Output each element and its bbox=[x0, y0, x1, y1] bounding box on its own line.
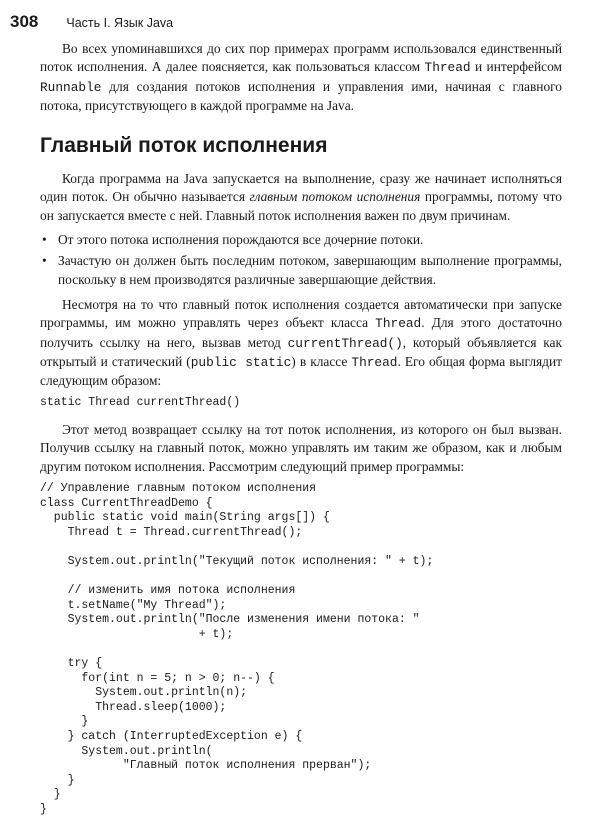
list-item-text: Зачастую он должен быть последним потоком, завершающим выполнение программы, поскольку в нем производятся различные завершающие действия. bbox=[58, 253, 562, 287]
intro-text-2: и интерфейсом bbox=[470, 59, 562, 75]
intro-paragraph bbox=[40, 40, 562, 115]
intro-text-3: для создания потоков исполнения и управления ими, начиная с главного потока, присутствующего в каждой программе на Java. bbox=[40, 78, 562, 113]
para2-text-1: Несмотря на то что главный поток исполнения создается автоматически при запуске программы, им можно управлять через объект класса bbox=[40, 296, 562, 331]
general-form-code: static Thread currentThread() bbox=[40, 396, 241, 410]
para1-text-2: программы, потому что он запускается вместе с ней. Главный поток исполнения важен по двум причинам. bbox=[40, 189, 562, 223]
para1-text-1: Когда программа на Java запускается на выполнение, сразу же начинает исполняться один поток. Он обычно называется bbox=[40, 171, 562, 205]
bullet-icon: • bbox=[42, 253, 47, 269]
paragraph-2 bbox=[40, 296, 562, 390]
para2-text-5: . Его общая форма выглядит следующим образом: bbox=[40, 353, 562, 389]
code-listing: // Управление главным потоком исполнения class CurrentThreadDemo { public static void main(String args[]) { Thread t = Thread.currentThread(); System.out.println("Текущий поток исполнения: " + t); // изменить имя потока исполнения t.setName("My Thread"); System.out.println("После изменения имени потока: " + t); try { for(int n = 5; n > 0; n--) { System.out.println(n); Thread.sleep(1000); } } catch (InterruptedException e) { System.out.println( "Главный поток исполнения прерван"); } } } bbox=[40, 481, 434, 816]
intro-code-thread: Thread bbox=[424, 60, 471, 76]
para2-code-1: Thread bbox=[375, 316, 422, 332]
para2-code-3: public static bbox=[190, 354, 292, 370]
page-number: 308 bbox=[10, 12, 39, 31]
bullet-icon: • bbox=[42, 232, 47, 248]
para2-text-2: . Для этого достаточно получить ссылку на него, вызвав метод bbox=[40, 315, 562, 350]
section-title: Главный поток исполнения bbox=[40, 134, 328, 158]
list-item bbox=[40, 231, 562, 249]
page-content bbox=[40, 40, 562, 818]
para2-code-2: currentThread() bbox=[287, 335, 403, 351]
paragraph-3: Этот метод возвращает ссылку на тот поток исполнения, из которого он был вызван. Получив ссылку на главный поток, можно управлять им таким же образом, как и любым другим потоком исполнения. Рассмотрим следующий пример программы: bbox=[40, 422, 562, 474]
page-header bbox=[10, 12, 173, 32]
bullet-list bbox=[40, 231, 562, 289]
list-item bbox=[40, 252, 562, 289]
running-head: Часть I. Язык Java bbox=[66, 16, 174, 30]
para1-emphasis: главным потоком исполнения bbox=[249, 189, 421, 205]
para2-text-3: , который объявляется как открытый и статический ( bbox=[40, 334, 562, 369]
list-item-text: От этого потока исполнения порождаются все дочерние потоки. bbox=[58, 232, 424, 248]
paragraph-1 bbox=[40, 170, 562, 225]
para2-code-4: Thread bbox=[351, 354, 398, 370]
intro-code-runnable: Runnable bbox=[40, 79, 102, 95]
intro-text-1: Во всех упоминавшихся до сих пор примерах программ использовался единственный поток исполнения. А далее поясняется, как пользоваться классом bbox=[40, 41, 562, 75]
para2-text-4: ) в классе bbox=[291, 353, 352, 369]
